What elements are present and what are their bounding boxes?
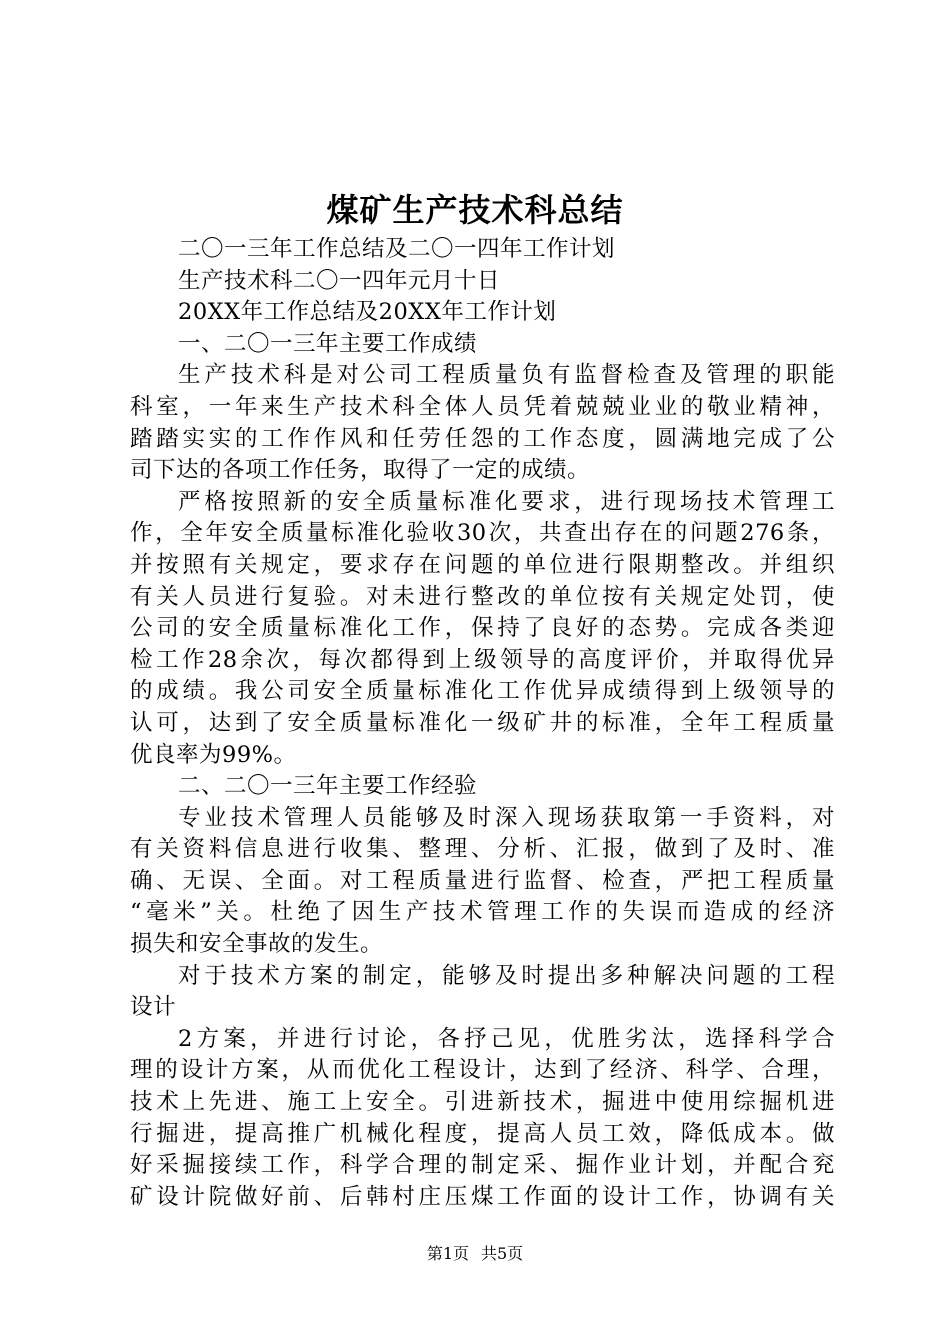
paragraph-line: 严格按照新的安全质量标准化要求，进行现场技术管理工 bbox=[178, 488, 835, 515]
paragraph-line: 并按照有关规定，要求存在问题的单位进行限期整改。并组织 bbox=[130, 551, 835, 578]
paragraph-line: 理的设计方案，从而优化工程设计，达到了经济、科学、合理， bbox=[130, 1057, 835, 1084]
paragraph-line: 有关资料信息进行收集、整理、分析、汇报，做到了及时、准 bbox=[130, 836, 835, 863]
paragraph-line: 技术上先进、施工上安全。引进新技术，掘进中使用综掘机进 bbox=[130, 1089, 835, 1116]
paragraph-line: 优良率为99%。 bbox=[130, 741, 297, 768]
paragraph-line: 专业技术管理人员能够及时深入现场获取第一手资料，对 bbox=[178, 804, 835, 831]
paragraph-line: 好采掘接续工作，科学合理的制定采、掘作业计划，并配合兖 bbox=[130, 1152, 835, 1179]
paragraph-line: 设计 bbox=[130, 994, 177, 1021]
document-body bbox=[130, 234, 835, 1213]
paragraph-line: 对于技术方案的制定，能够及时提出多种解决问题的工程 bbox=[178, 962, 835, 989]
paragraph-line: 作，全年安全质量标准化验收30次，共查出存在的问题276条， bbox=[130, 520, 835, 547]
paragraph-line: 的成绩。我公司安全质量标准化工作优异成绩得到上级领导的 bbox=[130, 678, 835, 705]
page-total: 共5页 bbox=[481, 1244, 524, 1263]
paragraph-line: 司下达的各项工作任务，取得了一定的成绩。 bbox=[130, 457, 591, 484]
paragraph-line: 有关人员进行复验。对未进行整改的单位按有关规定处罚，使 bbox=[130, 583, 835, 610]
paragraph-line: 检工作28余次，每次都得到上级领导的高度评价，并取得优异 bbox=[130, 646, 835, 673]
paragraph-line: 科室，一年来生产技术科全体人员凭着兢兢业业的敬业精神， bbox=[130, 393, 835, 420]
paragraph-line: 行掘进，提高推广机械化程度，提高人员工效，降低成本。做 bbox=[130, 1120, 835, 1147]
paragraph-line: 损失和安全事故的发生。 bbox=[130, 931, 384, 958]
page-number: 第1页 bbox=[426, 1244, 469, 1263]
paragraph-line: 公司的安全质量标准化工作，保持了良好的态势。完成各类迎 bbox=[130, 615, 835, 642]
paragraph-line: 踏踏实实的工作作风和任劳任怨的工作态度，圆满地完成了公 bbox=[130, 425, 835, 452]
section-heading-2: 二、二〇一三年主要工作经验 bbox=[178, 773, 478, 800]
paragraph-line: 矿设计院做好前、后韩村庄压煤工作面的设计工作，协调有关 bbox=[130, 1183, 835, 1210]
paragraph-line: “毫米”关。杜绝了因生产技术管理工作的失误而造成的经济 bbox=[130, 899, 835, 926]
department-date-line: 生产技术科二〇一四年元月十日 bbox=[178, 267, 501, 294]
subtitle-line: 二〇一三年工作总结及二〇一四年工作计划 bbox=[178, 236, 616, 262]
document-title: 煤矿生产技术科总结 bbox=[326, 191, 624, 229]
page-footer bbox=[0, 1243, 950, 1265]
plan-heading-line: 20XX年工作总结及20XX年工作计划 bbox=[178, 299, 557, 326]
paragraph-line: 确、无误、全面。对工程质量进行监督、检查，严把工程质量 bbox=[130, 867, 835, 894]
paragraph-line: 2方案，并进行讨论，各抒己见，优胜劣汰，选择科学合 bbox=[178, 1025, 835, 1052]
paragraph-line: 生产技术科是对公司工程质量负有监督检查及管理的职能 bbox=[178, 362, 835, 389]
paragraph-line: 认可，达到了安全质量标准化一级矿井的标准，全年工程质量 bbox=[130, 709, 835, 736]
section-heading-1: 一、二〇一三年主要工作成绩 bbox=[178, 330, 478, 357]
